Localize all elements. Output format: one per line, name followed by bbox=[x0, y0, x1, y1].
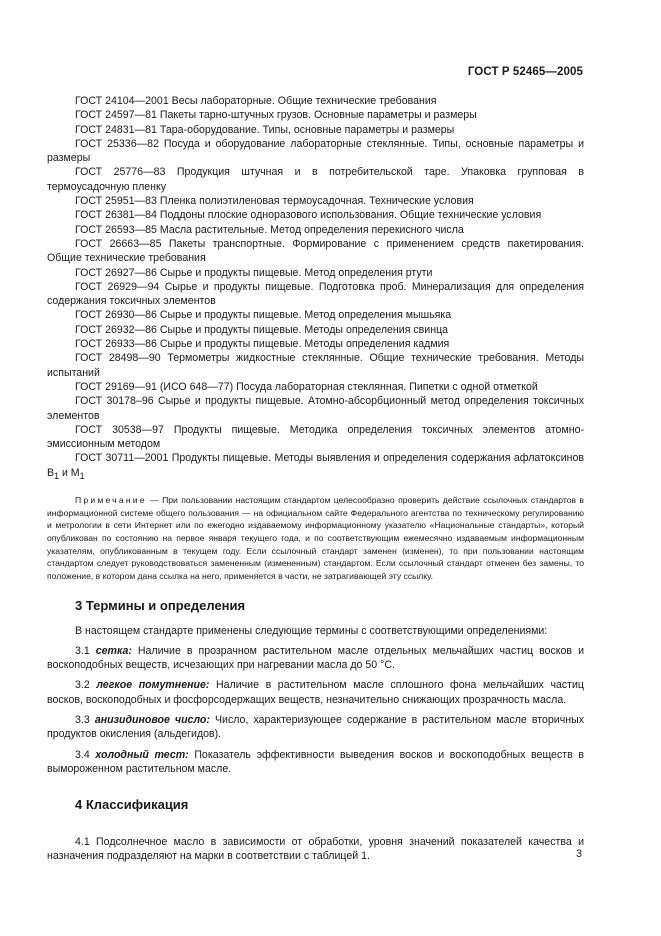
reference-item: ГОСТ 28498—90 Термометры жидкостные стеклянные. Общие технические требования. Методы испытаний bbox=[47, 352, 584, 379]
reference-item: ГОСТ 25776—83 Продукция штучная и в потребительской таре. Упаковка групповая в термоусадочную пленку bbox=[47, 166, 584, 193]
term-definition bbox=[47, 748, 584, 777]
section-3-heading: 3 Термины и определения bbox=[75, 598, 246, 614]
reference-item: ГОСТ 26932—86 Сырье и продукты пищевые. Методы определения свинца bbox=[75, 323, 449, 336]
section-3-intro: В настоящем стандарте применены следующие термины с соответствующими определениями: bbox=[75, 624, 548, 637]
reference-item-aflatoxins bbox=[47, 451, 584, 483]
reference-item: ГОСТ 26929—94 Сырье и продукты пищевые. Подготовка проб. Минерализация для определения содержания токсичных элементов bbox=[47, 280, 584, 308]
term-name: анизидиновое число: bbox=[94, 714, 210, 727]
term-definition bbox=[47, 678, 584, 707]
reference-item: ГОСТ 26930—86 Сырье и продукты пищевые. Метод определения мышьяка bbox=[75, 309, 452, 322]
term-def: Наличие в прозрачном растительном масле отдельных мельчайших частиц восков и воскоподобных веществ, исчезающих при нагревании масла до 50 °С. bbox=[47, 644, 584, 672]
term-number: 3.1 bbox=[75, 644, 90, 657]
reference-item: ГОСТ 26933—86 Сырье и продукты пищевые. Методы определения кадмия bbox=[75, 338, 450, 351]
reference-item: ГОСТ 25336—82 Посуда и оборудование лабораторные стеклянные. Типы, основные параметры и размеры bbox=[47, 137, 584, 165]
reference-item: ГОСТ 26381—84 Поддоны плоские одноразового использования. Общие технические условия bbox=[75, 209, 542, 222]
reference-item: ГОСТ 29169—91 (ИСО 648—77) Посуда лабораторная стеклянная. Пипетки с одной отметкой bbox=[75, 380, 538, 393]
term-name: холодный тест: bbox=[95, 748, 189, 761]
normative-references-list bbox=[47, 94, 584, 483]
term-number: 3.3 bbox=[75, 714, 90, 727]
term-def: Наличие в растительном масле сплошного фона мельчайших частиц восков, воскоподобных и фосфорсодержащих веществ, незначительно снижающих прозрачность масла. bbox=[47, 679, 585, 706]
term-def: Показатель эффективности выведения восков и воскоподобных веществ в вымороженном растительном масле. bbox=[47, 748, 584, 775]
section-4-heading: 4 Классификация bbox=[75, 797, 189, 813]
note-label: Примечание bbox=[75, 495, 147, 506]
reference-text: ГОСТ 30711—2001 Продукты пищевые. Методы выявления и определения содержания афлатоксинов В bbox=[47, 452, 584, 479]
reference-item: ГОСТ 24597—81 Пакеты тарно-штучных грузов. Основные параметры и размеры bbox=[75, 109, 477, 122]
reference-item: ГОСТ 26593—85 Масла растительные. Метод определения перекисного числа bbox=[75, 223, 464, 236]
reference-text-mid: и М bbox=[59, 466, 80, 479]
term-name: сетка: bbox=[95, 644, 132, 657]
note-text: — При пользовании настоящим стандартом целесообразно проверить действие ссылочных стандартов в информационной системе общего пользования — на официальном сайте Федерального агентства по техническому регулированию и метрологии в сети Интернет или по ежегодно издаваемому информационному указателю «Национальные стандарты», который опубликован по состоянию на первое января текущего года, и по соответствующим ежемесячно издаваемым информационным указателям, опубликованным в текущем году. Если ссылочный стандарт заменен (изменен), то при пользовании настоящим стандартом следует руководствоваться замененным (измененным) стандартом. Если ссылочный стандарт отменен без замены, то положение, в котором дана ссылка на него, применяется в части, не затрагивающей эту ссылку. bbox=[47, 495, 584, 581]
reference-item: ГОСТ 24831—81 Тара-оборудование. Типы, основные параметры и размеры bbox=[75, 123, 455, 136]
section-4-paragraph: 4.1 Подсолнечное масло в зависимости от обработки, уровня значений показателей качества и назначения подразделяют на марки в соответствии с таблицей 1. bbox=[47, 835, 584, 862]
subscript: 1 bbox=[79, 470, 85, 481]
document-code-header: ГОСТ Р 52465—2005 bbox=[467, 66, 583, 78]
term-number: 3.2 bbox=[75, 679, 90, 692]
subscript: 1 bbox=[54, 470, 59, 481]
reference-item: ГОСТ 25951—83 Пленка полиэтиленовая термоусадочная. Технические условия bbox=[75, 195, 474, 208]
document-body bbox=[47, 94, 584, 863]
reference-item: ГОСТ 26663—85 Пакеты транспортные. Формирование с применением средств пакетирования. Общие технические требования bbox=[47, 237, 584, 265]
note-paragraph bbox=[47, 494, 584, 582]
term-name: легкое помутнение: bbox=[96, 679, 210, 692]
term-def: Число, характеризующее содержание в растительном масле вторичных продуктов окисления (альдегидов). bbox=[47, 714, 584, 741]
page-number: 3 bbox=[576, 848, 582, 860]
reference-item: ГОСТ 26927—86 Сырье и продукты пищевые. Метод определения ртути bbox=[75, 266, 433, 279]
term-definition bbox=[47, 713, 584, 742]
reference-item: ГОСТ 24104—2001 Весы лабораторные. Общие технические требования bbox=[75, 95, 437, 107]
reference-item: ГОСТ 30538—97 Продукты пищевые. Методика определения токсичных элементов атомно-эмиссионным методом bbox=[47, 423, 584, 451]
reference-item: ГОСТ 30178–96 Сырье и продукты пищевые. Атомно-абсорбционный метод определения токсичных элементов bbox=[47, 395, 584, 422]
term-definition bbox=[47, 644, 584, 673]
term-number: 3.4 bbox=[75, 748, 90, 761]
